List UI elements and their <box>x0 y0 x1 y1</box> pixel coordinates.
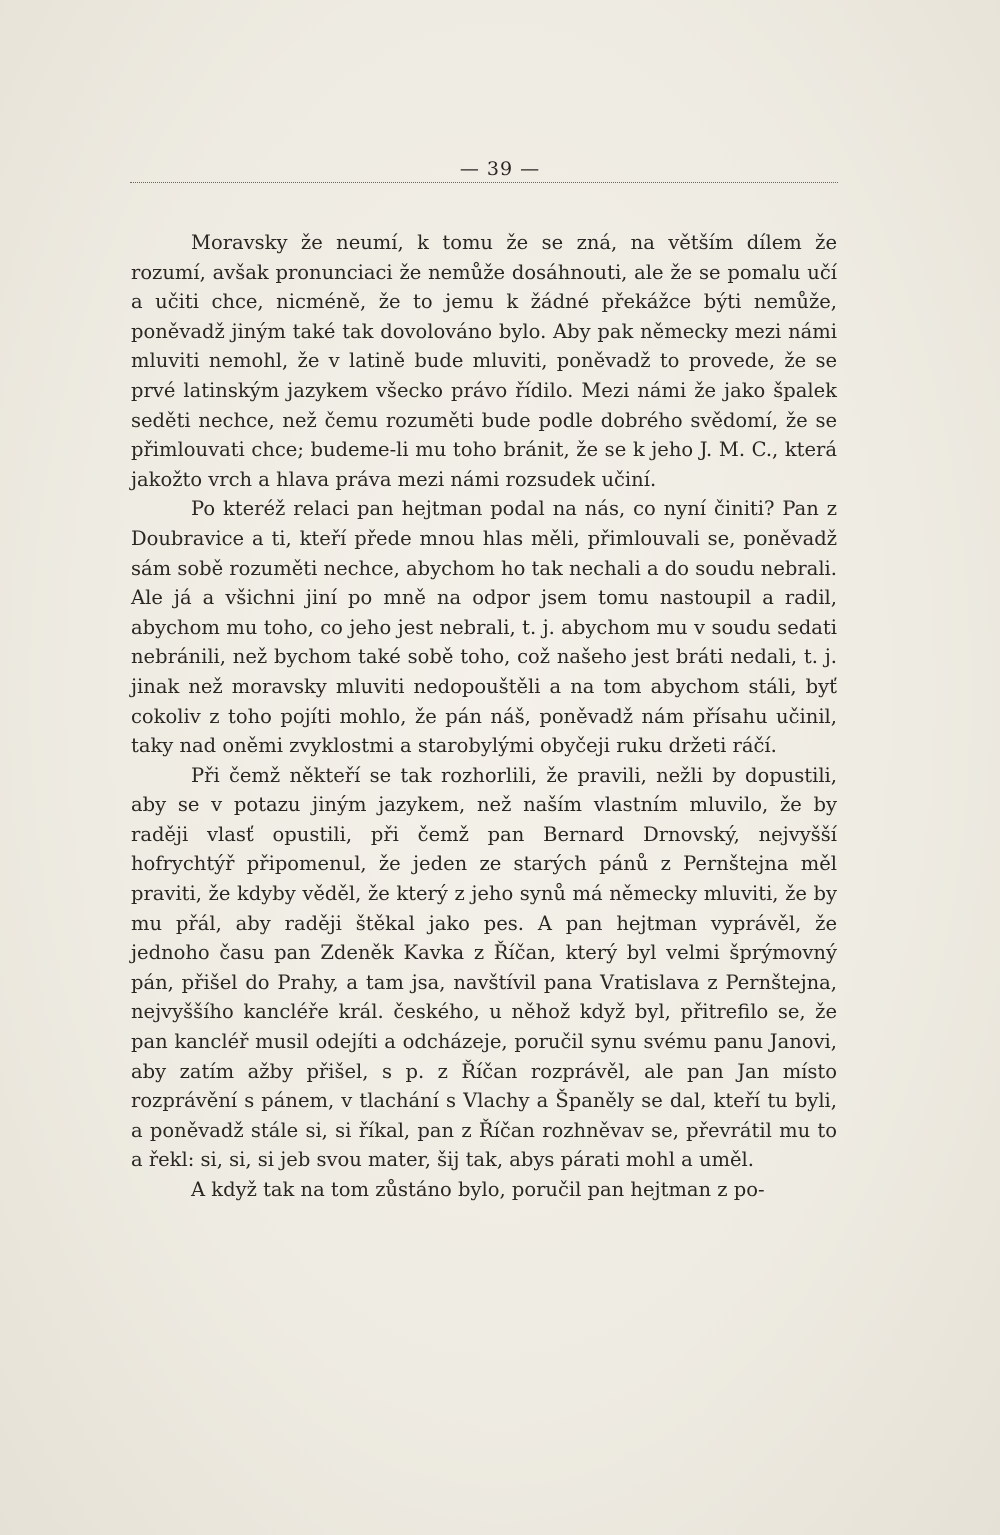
page-number: — 39 — <box>459 158 541 180</box>
paragraph-3: Při čemž někteří se tak rozhorlili, že pravili, nežli by dopustili, aby se v potazu jiným jazykem, než naším vlastním mluvilo, že by raději vlasť opustili, při čemž pan Bernard Drnovský, nejvyšší hofrychtýř připomenul, že jeden ze starých pánů z Pernštejna měl praviti, že kdyby věděl, že který z jeho synů má německy mluviti, že by mu přál, aby raději štěkal jako pes. A pan hejtman vyprávěl, že jednoho času pan Zdeněk Kavka z Říčan, který byl velmi šprýmovný pán, přišel do Prahy, a tam jsa, navštívil pana Vratislava z Pernštejna, nejvyššího kancléře král. českého, u něhož když byl, přitrefilo se, že pan kancléř musil odejíti a odcházeje, poručil synu svému panu Janovi, aby zatím ažby přišel, s p. z Říčan rozprávěl, ale pan Jan místo rozprávění s pánem, v tlachání s Vlachy a Španěly se dal, kteří tu byli, a poněvadž stále si, si říkal, pan z Říčan rozhněvav se, převrátil mu to a řekl: si, si, si jeb svou mater, šij tak, abys párati mohl a uměl. <box>131 763 837 1172</box>
paragraph-4: A když tak na tom zůstáno bylo, poručil pan hejtman z po- <box>191 1178 765 1201</box>
page-body <box>131 228 837 1205</box>
paragraph-1: Moravsky že neumí, k tomu že se zná, na větším dílem že rozumí, avšak pronunciaci že nemůže dosáhnouti, ale že se pomalu učí a učiti chce, nicméně, že to jemu k žádné překážce býti nemůže, poněvadž jiným také tak dovolováno bylo. Aby pak německy mezi námi mluviti nemohl, že v latině bude mluviti, poněvadž to provede, že se prvé latinským jazykem všecko právo řídilo. Mezi námi že jako špalek seděti nechce, než čemu rozuměti bude podle dobrého svědomí, že se přimlouvati chce; budeme-li mu toho bránit, že se k jeho J. M. C., která jakožto vrch a hlava práva mezi námi rozsudek učiní. <box>131 231 837 491</box>
paragraph-2: Po kteréž relaci pan hejtman podal na nás, co nyní činiti? Pan z Doubravice a ti, kteří přede mnou hlas měli, přimlouvali se, poněvadž sám sobě rozuměti nechce, abychom ho tak nechali a do soudu nebrali. Ale já a všichni jiní po mně na odpor jsem tomu nastoupil a radil, abychom mu toho, co jeho jest nebrali, t. j. abychom mu v soudu sedati nebránili, než bychom také sobě toho, což našeho jest bráti nedali, t. j. jinak než moravsky mluviti nedopouštěli a na tom abychom stáli, byť cokoliv z toho pojíti mohlo, že pán náš, poněvadž nám přísahu učinil, taky nad oněmi zvyklostmi a starobylými obyčeji ruku držeti ráčí. <box>131 497 837 758</box>
header-rule <box>130 182 838 183</box>
